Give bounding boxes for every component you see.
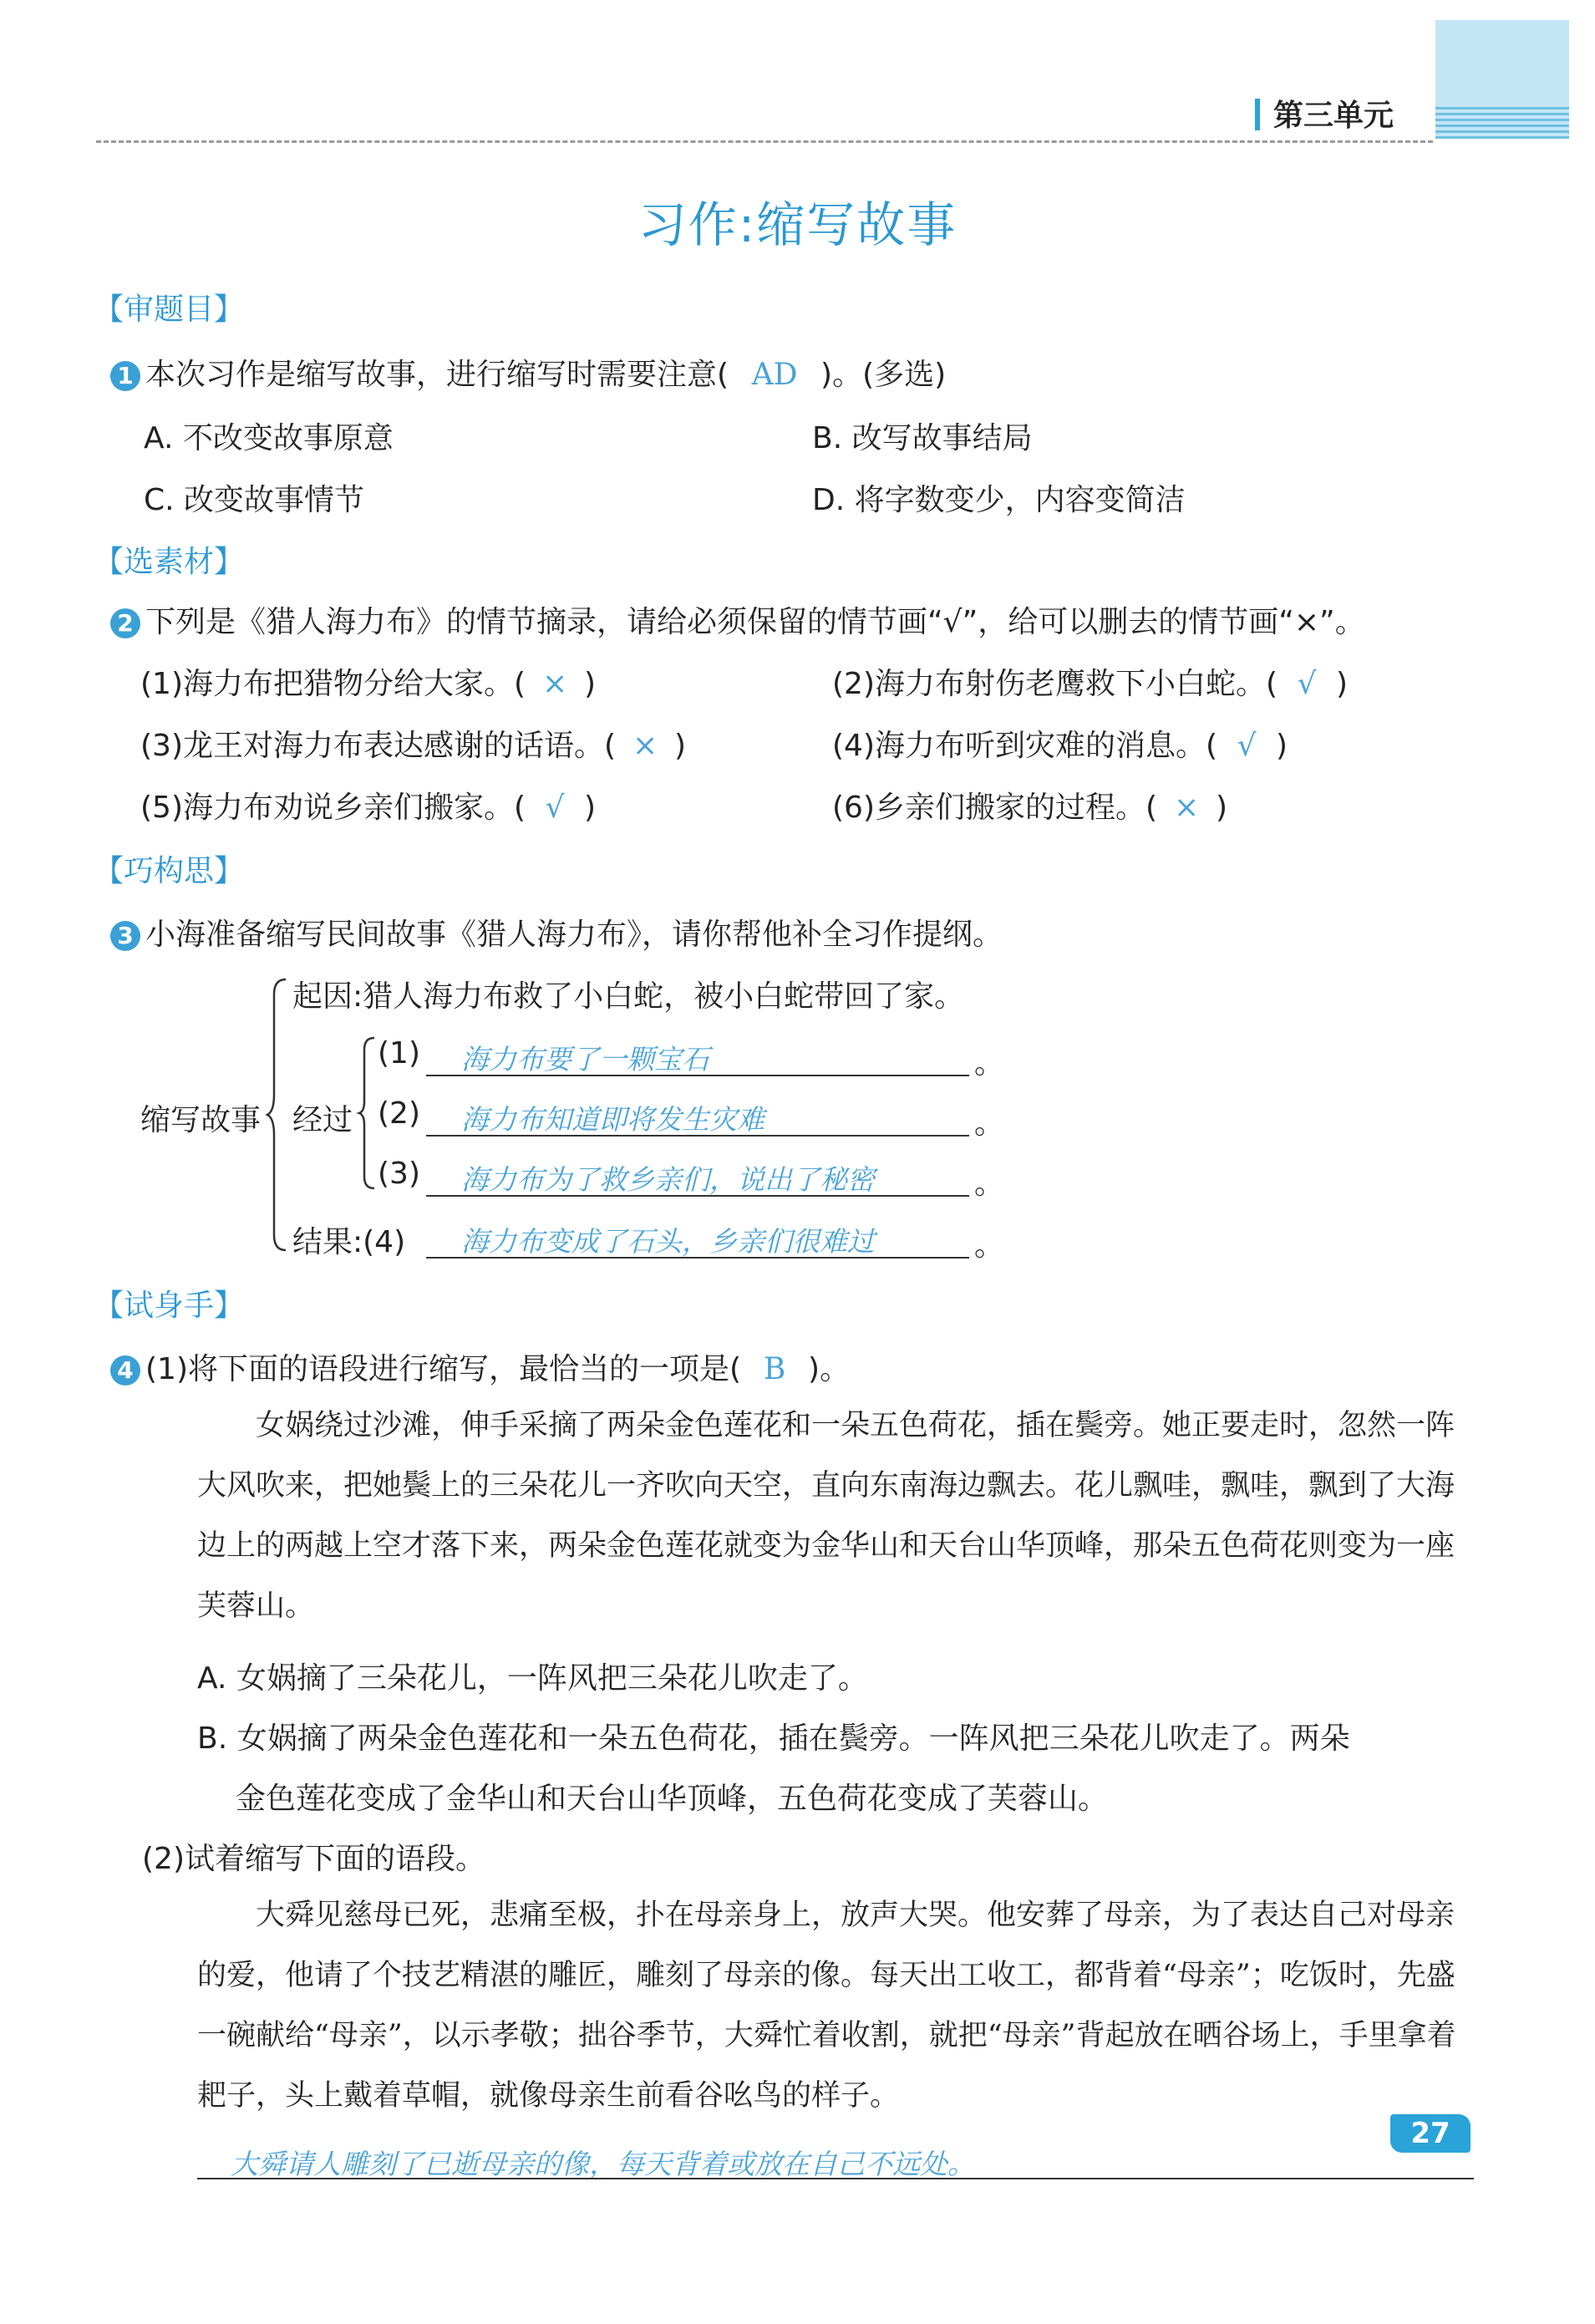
answer-underline (426, 1257, 969, 1259)
question-2-stem: 下列是《猎人海力布》的情节摘录，请给必须保留的情节画“√”，给可以删去的情节画“×”。 (145, 605, 1365, 639)
judge-item (140, 784, 596, 826)
outline-answer[interactable]: 海力布为了救乡亲们，说出了秘密 (461, 1163, 875, 1196)
question-4 (110, 1345, 850, 1388)
outline-result-label: 结果: (292, 1225, 363, 1259)
section-heading-structure: 【巧构思】 (94, 854, 245, 888)
outline-line-label: (4) (363, 1225, 406, 1259)
question-number: 4 (110, 1355, 140, 1386)
question-4-part1-stem-b: )。 (808, 1352, 851, 1386)
header-divider (96, 140, 1433, 143)
judge-mark[interactable]: √ (545, 791, 565, 825)
judge-mark[interactable]: × (1173, 791, 1200, 825)
judge-item-text: (3)龙王对海力布表达感谢的话语。( (140, 729, 617, 763)
outline-answer[interactable]: 海力布知道即将发生灾难 (461, 1103, 764, 1136)
answer-underline (197, 2178, 1474, 2179)
judge-item (832, 660, 1348, 703)
judge-mark[interactable]: √ (1297, 667, 1317, 701)
unit-label: 第三单元 (1273, 99, 1394, 133)
judge-item-close: ) (1216, 791, 1228, 825)
outline-answer[interactable]: 海力布要了一颗宝石 (461, 1043, 709, 1076)
outline-brace-main (266, 978, 291, 1254)
judge-item-close: ) (1276, 729, 1288, 763)
judge-item-text: (5)海力布劝说乡亲们搬家。( (140, 791, 526, 825)
judge-item (140, 722, 686, 765)
outline-line-label: (3) (378, 1157, 420, 1191)
option-c: C. 改变故事情节 (144, 483, 365, 517)
judge-item-text: (1)海力布把猎物分给大家。( (140, 667, 526, 701)
judge-item-close: ) (584, 667, 597, 701)
outline-line-label: (2) (378, 1096, 420, 1131)
answer-underline (426, 1195, 969, 1197)
question-4-part1-answer[interactable]: B (763, 1352, 786, 1386)
question-3-stem: 小海准备缩写民间故事《猎人海力布》，请你帮他补全习作提纲。 (145, 918, 1003, 952)
question-2 (110, 598, 1365, 641)
question-number: 2 (110, 608, 140, 638)
unit-tab-stripes (1435, 107, 1569, 139)
option-a: A. 女娲摘了三朵花儿，一阵风把三朵花儿吹走了。 (197, 1661, 868, 1696)
outline-line-end: 。 (974, 1106, 1005, 1141)
judge-item-close: ) (1336, 667, 1349, 701)
judge-mark[interactable]: × (541, 667, 568, 701)
judge-item (832, 784, 1227, 826)
option-b-line1: B. 女娲摘了两朵金色莲花和一朵五色荷花，插在鬓旁。一阵风把三朵花儿吹走了。两朵 (197, 1721, 1350, 1756)
question-number: 1 (110, 361, 140, 391)
judge-mark[interactable]: × (632, 729, 658, 763)
judge-item-text: (4)海力布听到灾难的消息。( (832, 729, 1218, 763)
section-heading-review: 【审题目】 (94, 292, 245, 327)
option-d: D. 将字数变少，内容变简洁 (812, 483, 1186, 517)
option-a: A. 不改变故事原意 (144, 421, 394, 455)
question-4-part2-stem: (2)试着缩写下面的语段。 (142, 1842, 485, 1876)
question-4-part1-stem-a: (1)将下面的语段进行缩写，最恰当的一项是( (145, 1352, 742, 1386)
outline-answer[interactable]: 海力布变成了石头，乡亲们很难过 (461, 1225, 875, 1258)
outline-result (292, 1218, 405, 1261)
answer-underline (426, 1135, 969, 1137)
judge-item (140, 660, 596, 703)
outline-line-end: 。 (974, 1228, 1005, 1263)
judge-item-close: ) (674, 729, 687, 763)
option-b-line2: 金色莲花变成了金华山和天台山华顶峰，五色荷花变成了芙蓉山。 (236, 1782, 1109, 1816)
outline-line-end: 。 (974, 1046, 1005, 1081)
outline-line-label: (1) (378, 1036, 420, 1070)
answer-underline (426, 1075, 969, 1076)
section-heading-material: 【选素材】 (94, 545, 245, 579)
question-number: 3 (110, 921, 140, 951)
judge-mark[interactable]: √ (1237, 729, 1257, 763)
outline-cause: 起因:猎人海力布救了小白蛇，被小白蛇带回了家。 (292, 979, 965, 1014)
judge-item-text: (2)海力布射伤老鹰救下小白蛇。( (832, 667, 1278, 701)
passage-dashun (197, 1885, 1476, 2126)
question-1 (110, 351, 946, 394)
part2-answer[interactable]: 大舜请人雕刻了已逝母亲的像，每天背着或放在自己不远处。 (231, 2148, 975, 2180)
outline-brace-process (358, 1036, 378, 1190)
page-title: 习作:缩写故事 (637, 196, 958, 253)
question-3 (110, 911, 1003, 954)
question-1-stem-b: )。(多选) (820, 358, 947, 392)
page-number: 27 (1390, 2114, 1471, 2153)
question-1-answer[interactable]: AD (751, 358, 798, 392)
passage-dashun-text: 大舜见慈母已死，悲痛至极，扑在母亲身上，放声大哭。他安葬了母亲，为了表达自己对母亲的爱，他请了个技艺精湛的雕匠，雕刻了母亲的像。每天出工收工，都背着“母亲”；吃饭时，先盛一碗献给“母亲”，以示孝敬；拙谷季节，大舜忙着收割，就把“母亲”背起放在晒谷场上，手里拿着耙子，头上戴着草帽，就像母亲生前看谷吆鸟的样子。 (197, 1899, 1456, 2113)
judge-item-close: ) (584, 791, 597, 825)
judge-item-text: (6)乡亲们搬家的过程。( (832, 791, 1158, 825)
outline-process-label: 经过 (292, 1103, 353, 1137)
outline-line-end: 。 (974, 1167, 1005, 1201)
passage-nuwa (197, 1396, 1476, 1636)
question-1-stem-a: 本次习作是缩写故事，进行缩写时需要注意( (145, 358, 729, 392)
passage-nuwa-text: 女娲绕过沙滩，伸手采摘了两朵金色莲花和一朵五色荷花，插在鬓旁。她正要走时，忽然一阵大风吹来，把她鬓上的三朵花儿一齐吹向天空，直向东南海边飘去。花儿飘哇，飘哇，飘到了大海边上的两越上空才落下来，两朵金色莲花就变为金华山和天台山华顶峰，那朵五色荷花则变为一座芙蓉山。 (197, 1409, 1455, 1623)
section-heading-practice: 【试身手】 (94, 1289, 245, 1323)
outline-root: 缩写故事 (140, 1103, 262, 1137)
unit-label-bar (1255, 99, 1260, 130)
judge-item (832, 722, 1288, 765)
option-b: B. 改写故事结局 (812, 421, 1033, 455)
